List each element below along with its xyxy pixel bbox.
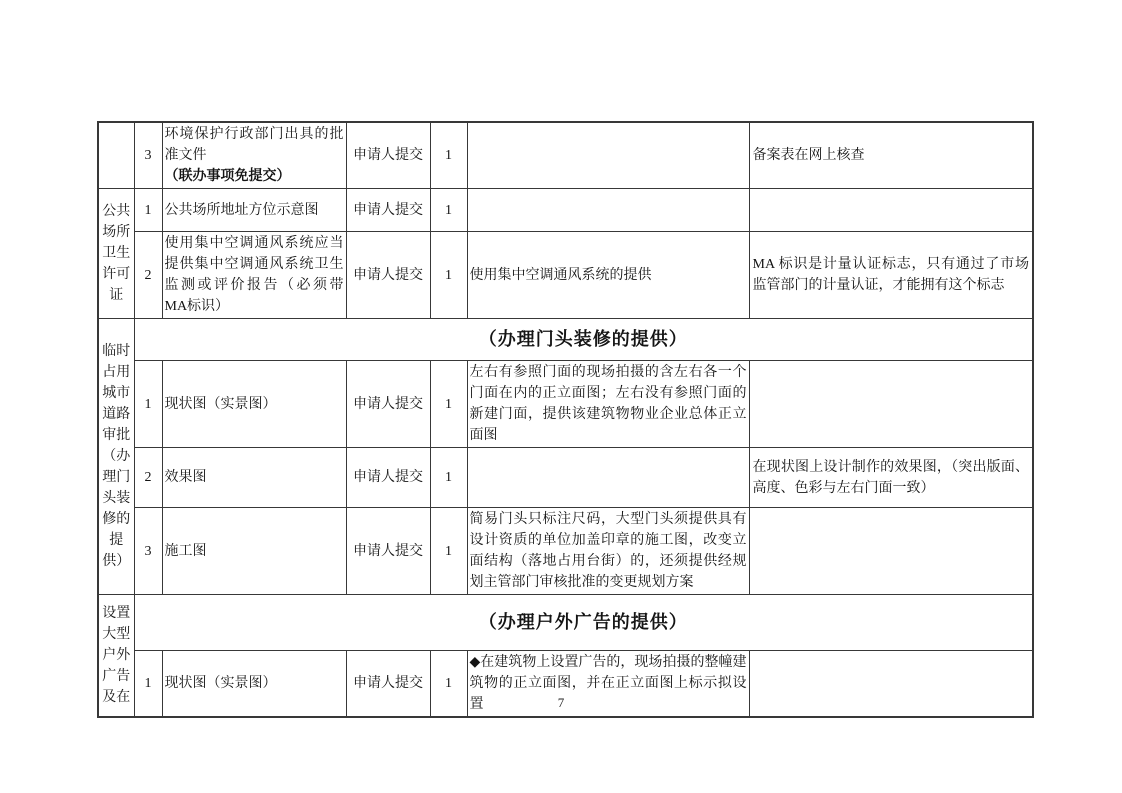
table-row: [98, 232, 1033, 319]
materials-table: [97, 121, 1034, 718]
requirement-cell: [467, 448, 749, 508]
submit-source-cell: 申请人提交: [346, 122, 430, 189]
material-name-cell: 使用集中空调通风系统应当提供集中空调通风系统卫生监测或评价报告（必须带 MA标识）: [162, 232, 346, 319]
quantity-cell: 1: [430, 361, 467, 448]
remark-cell: 在现状图上设计制作的效果图，（突出版面、高度、色彩与左右门面一致）: [749, 448, 1033, 508]
table-row: [98, 595, 1033, 651]
serial-number-cell: 2: [134, 232, 162, 319]
section-header-cell: （办理户外广告的提供）: [134, 595, 1033, 651]
requirement-cell: [467, 122, 749, 189]
submit-source-cell: 申请人提交: [346, 361, 430, 448]
quantity-cell: 1: [430, 508, 467, 595]
material-name-bold-note: （联办事项免提交）: [164, 169, 291, 184]
requirement-cell: 左右有参照门面的现场拍摄的含左右各一个门面在内的正立面图；左右没有参照门面的新建门面，提供该建筑物物业企业总体正立面图: [467, 361, 749, 448]
remark-cell: [749, 508, 1033, 595]
remark-cell: [749, 189, 1033, 232]
serial-number-cell: 2: [134, 448, 162, 508]
requirement-cell: ◆在建筑物上设置广告的，现场拍摄的整幢建筑物的正立面图，并在正立面图上标示拟设置: [467, 651, 749, 718]
remark-cell: 备案表在网上核查: [749, 122, 1033, 189]
quantity-cell: 1: [430, 448, 467, 508]
material-name-cell: [162, 122, 346, 189]
material-name-text: 环境保护行政部门出具的批准文件: [164, 127, 344, 163]
requirement-cell: 简易门头只标注尺码，大型门头须提供具有设计资质的单位加盖印章的施工图，改变立面结构（落地占用台街）的，还须提供经规划主管部门审核批准的变更规划方案: [467, 508, 749, 595]
quantity-cell: 1: [430, 651, 467, 718]
serial-number-cell: 1: [134, 189, 162, 232]
section-header-cell: （办理门头装修的提供）: [134, 319, 1033, 361]
requirement-cell: [467, 189, 749, 232]
table-row: [98, 361, 1033, 448]
material-name-cell: 效果图: [162, 448, 346, 508]
quantity-cell: 1: [430, 122, 467, 189]
material-name-cell: 现状图（实景图）: [162, 651, 346, 718]
submit-source-cell: 申请人提交: [346, 508, 430, 595]
table-row: [98, 319, 1033, 361]
remark-cell: [749, 361, 1033, 448]
permit-name-cell: [98, 122, 134, 189]
permit-name-cell: 公共场所卫生许可证: [98, 189, 134, 319]
table-row: [98, 122, 1033, 189]
material-name-cell: 现状图（实景图）: [162, 361, 346, 448]
quantity-cell: 1: [430, 232, 467, 319]
table-row: [98, 448, 1033, 508]
requirement-cell: 使用集中空调通风系统的提供: [467, 232, 749, 319]
remark-cell: MA 标识是计量认证标志，只有通过了市场监管部门的计量认证，才能拥有这个标志: [749, 232, 1033, 319]
serial-number-cell: 1: [134, 361, 162, 448]
table-row: [98, 189, 1033, 232]
quantity-cell: 1: [430, 189, 467, 232]
serial-number-cell: 1: [134, 651, 162, 718]
serial-number-cell: 3: [134, 508, 162, 595]
submit-source-cell: 申请人提交: [346, 651, 430, 718]
table-row: [98, 508, 1033, 595]
permit-name-cell: 临时占用城市道路审批（办理门头装修的提供）: [98, 319, 134, 595]
submit-source-cell: 申请人提交: [346, 189, 430, 232]
material-name-cell: 公共场所地址方位示意图: [162, 189, 346, 232]
submit-source-cell: 申请人提交: [346, 448, 430, 508]
serial-number-cell: 3: [134, 122, 162, 189]
permit-name-cell: 设置大型户外广告及在: [98, 595, 134, 718]
material-name-cell: 施工图: [162, 508, 346, 595]
page-number: 7: [557, 695, 565, 710]
submit-source-cell: 申请人提交: [346, 232, 430, 319]
